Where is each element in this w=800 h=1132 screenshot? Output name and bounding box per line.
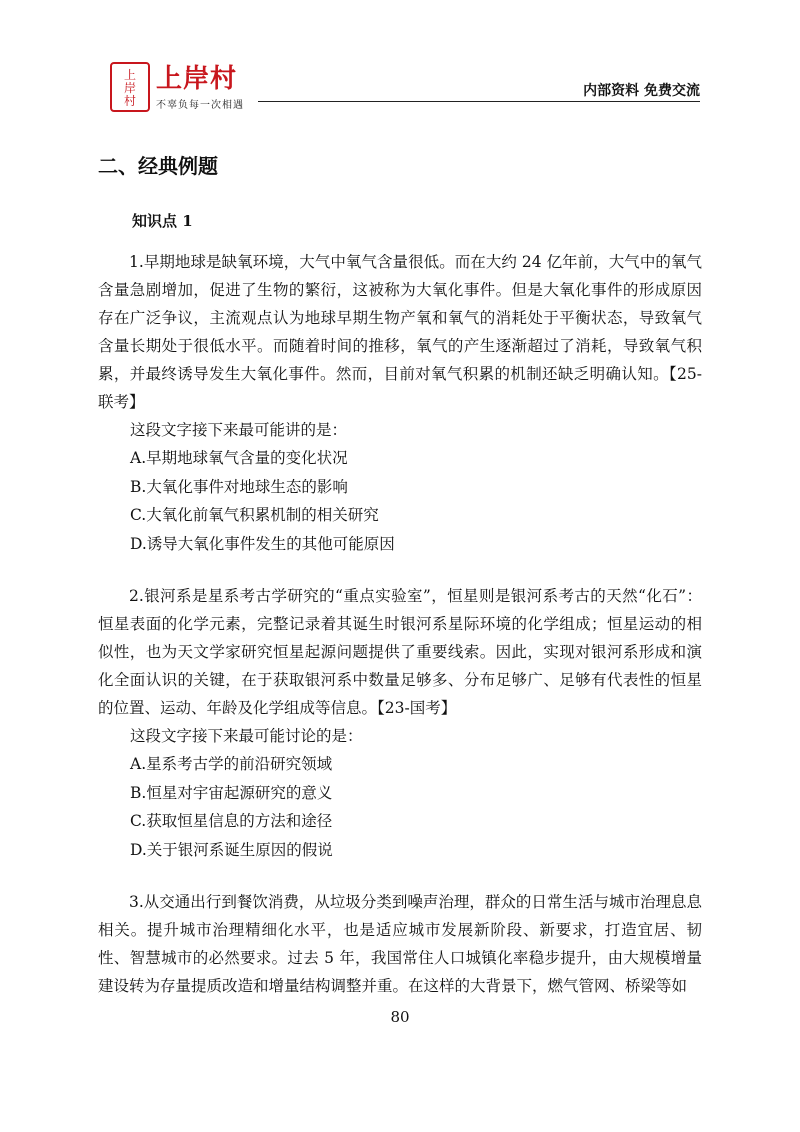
svg-text:上: 上 bbox=[123, 68, 137, 82]
knowledge-point-heading: 知识点 1 bbox=[132, 212, 193, 230]
page-header bbox=[0, 0, 800, 120]
question-1-stem: 1.早期地球是缺氧环境，大气中氧气含量很低。而在大约 24 亿年前，大气中的氧气含量急剧增加，促进了生物的繁衍，这被称为大氧化事件。但是大氧化事件的形成原因存在广泛争议，主流观点认为地球早期生物产氧和氧气的消耗处于平衡状态，导致氧气含量长期处于很低水平。而随着时间的推移，氧气的产生逐渐超过了消耗，导致氧气积累，并最终诱导发生大氧化事件。然而，目前对氧气积累的机制还缺乏明确认知。【25-联考】 bbox=[98, 253, 702, 411]
question-2-option-a: A.星系考古学的前沿研究领域 bbox=[130, 755, 333, 773]
question-2-stem: 2.银河系是星系考古学研究的“重点实验室”，恒星则是银河系考古的天然“化石”：恒星表面的化学元素，完整记录着其诞生时银河系星际环境的化学组成；恒星运动的相似性，也为天文学家研究恒星起源问题提供了重要线索。因此，实现对银河系形成和演化全面认识的关键，在于获取银河系中数量足够多、分布足够广、足够有代表性的恒星的位置、运动、年龄及化学组成等信息。【23-国考】 bbox=[98, 587, 702, 717]
question-1-option-c: C.大氧化前氧气积累机制的相关研究 bbox=[130, 506, 379, 524]
question-3-stem: 3.从交通出行到餐饮消费，从垃圾分类到噪声治理，群众的日常生活与城市治理息息相关。提升城市治理精细化水平，也是适应城市发展新阶段、新要求，打造宜居、韧性、智慧城市的必然要求。过去 5 年，我国常住人口城镇化率稳步提升，由大规模增量建设转为存量提质改造和增量结构调整并重。在这样的大背景下，燃气管网、桥梁等如 bbox=[98, 893, 702, 995]
logo-seal-icon bbox=[110, 62, 150, 112]
questions-body bbox=[98, 248, 702, 1000]
question-2-option-b: B.恒星对宇宙起源研究的意义 bbox=[130, 783, 333, 802]
question-2-option-c: C.获取恒星信息的方法和途径 bbox=[130, 812, 333, 830]
svg-text:村: 村 bbox=[123, 94, 137, 108]
brand-slogan: 不辜负每一次相遇 bbox=[156, 100, 244, 111]
page-number: 80 bbox=[390, 1008, 410, 1026]
question-1-prompt: 这段文字接下来最可能讲的是： bbox=[130, 421, 348, 439]
question-1-option-b: B.大氧化事件对地球生态的影响 bbox=[130, 477, 348, 496]
brand-name: 上岸村 bbox=[156, 64, 238, 94]
header-divider bbox=[258, 101, 700, 102]
header-note: 内部资料 免费交流 bbox=[583, 83, 700, 99]
question-1-option-a: A.早期地球氧气含量的变化状况 bbox=[130, 449, 348, 467]
section-title: 二、经典例题 bbox=[98, 154, 218, 178]
question-2-prompt: 这段文字接下来最可能讨论的是： bbox=[130, 727, 363, 745]
question-2-option-d: D.关于银河系诞生原因的假说 bbox=[130, 840, 333, 859]
svg-text:岸: 岸 bbox=[123, 81, 137, 95]
question-1-option-d: D.诱导大氧化事件发生的其他可能原因 bbox=[130, 534, 395, 553]
